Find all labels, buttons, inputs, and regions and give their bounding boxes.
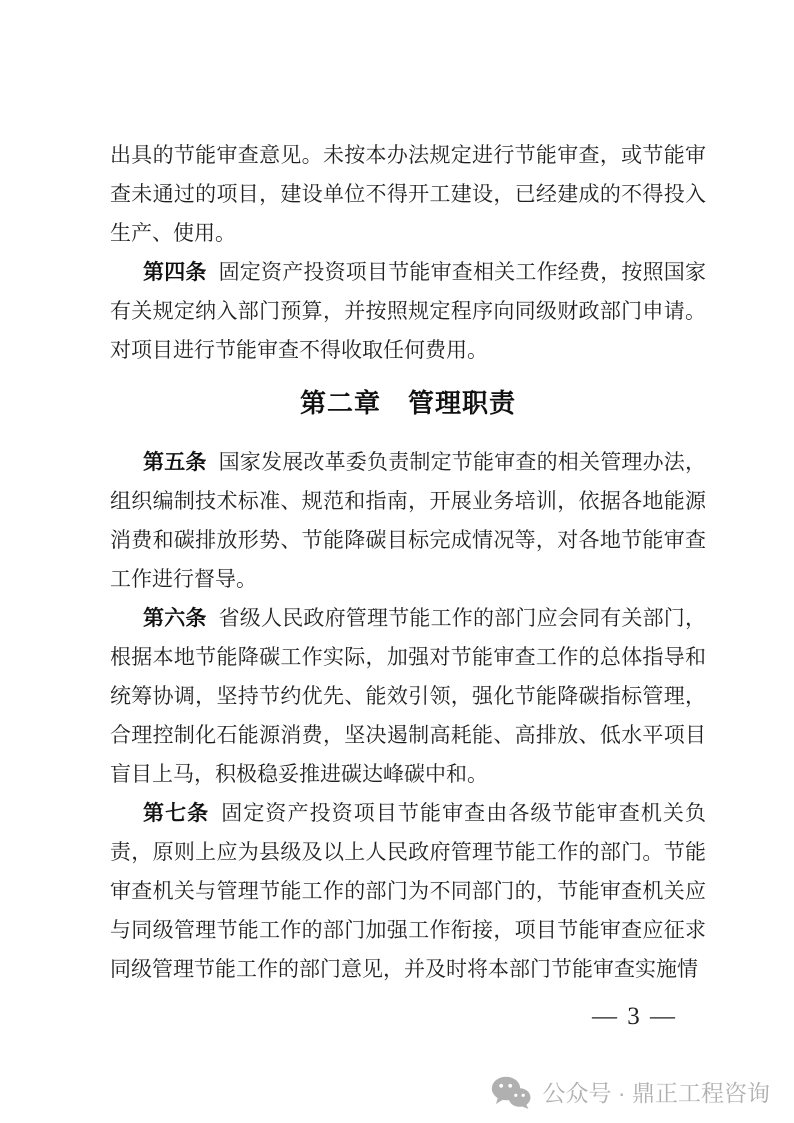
- paragraph-article-7: [110, 794, 706, 989]
- article-6-number: 第六条: [143, 607, 207, 630]
- article-7-number: 第七条: [143, 802, 210, 825]
- chapter-heading: 第二章 管理职责: [299, 388, 516, 418]
- watermark: [491, 1076, 770, 1110]
- paragraph-article-6: [110, 599, 706, 794]
- article-4-text: 固定资产投资项目节能审查相关工作经费，按照国家有关规定纳入部门预算，并按照规定程序向同级财政部门申请。对项目进行节能审查不得收取任何费用。: [110, 260, 707, 362]
- document-body: [110, 136, 706, 989]
- article-6-text: 省级人民政府管理节能工作的部门应会同有关部门，根据本地节能降碳工作实际，加强对节能审查工作的总体指导和统筹协调，坚持节约优先、能效引领，强化节能降碳指标管理，合理控制化石能源消费，坚决遏制高耗能、高排放、低水平项目盲目上马，积极稳妥推进碳达峰碳中和。: [110, 606, 707, 786]
- wechat-icon: [491, 1076, 531, 1110]
- watermark-text: 公众号 · 鼎正工程咨询: [542, 1080, 770, 1106]
- page-number: — 3 —: [592, 1003, 677, 1030]
- paragraph-article-5: [110, 443, 706, 599]
- paragraph-article-4: [110, 253, 706, 370]
- article-5-number: 第五条: [143, 451, 207, 474]
- paragraph-continuation: 出具的节能审查意见。未按本办法规定进行节能审查，或节能审查未通过的项目，建设单位不得开工建设，已经建成的不得投入生产、使用。: [110, 143, 706, 245]
- article-7-text: 固定资产投资项目节能审查由各级节能审查机关负责，原则上应为县级及以上人民政府管理节能工作的部门。节能审查机关与管理节能工作的部门为不同部门的，节能审查机关应与同级管理节能工作的部门加强工作衔接，项目节能审查应征求同级管理节能工作的部门意见，并及时将本部门节能审查实施情: [110, 801, 706, 981]
- article-4-number: 第四条: [143, 261, 207, 284]
- article-5-text: 国家发展改革委负责制定节能审查的相关管理办法，组织编制技术标准、规范和指南，开展业务培训，依据各地能源消费和碳排放形势、节能降碳目标完成情况等，对各地节能审查工作进行督导。: [110, 450, 707, 591]
